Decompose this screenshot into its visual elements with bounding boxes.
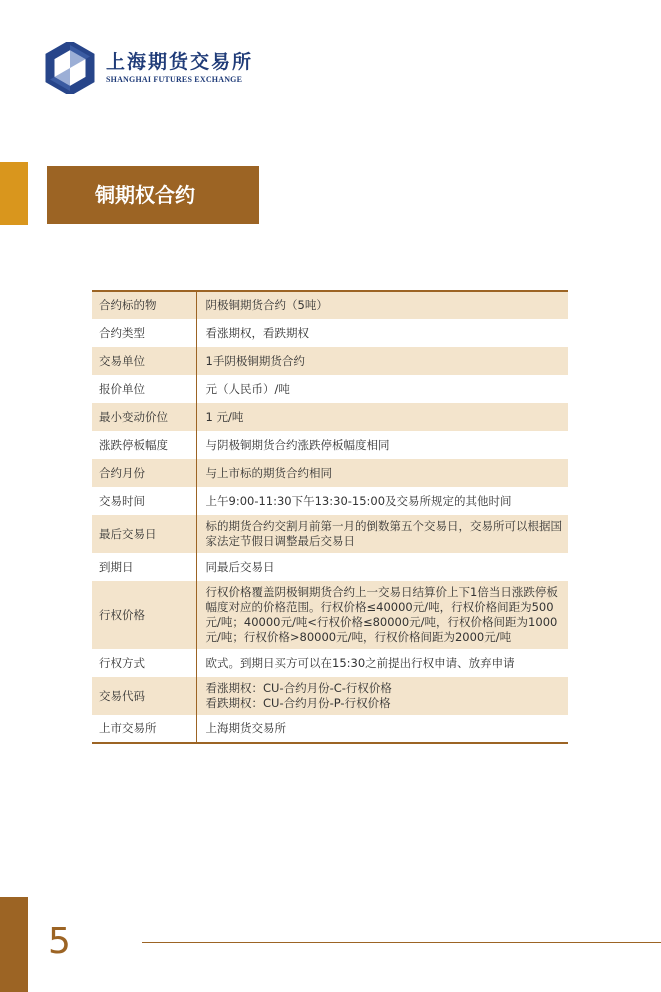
spec-label: 交易时间 — [92, 487, 196, 515]
spec-label: 交易单位 — [92, 347, 196, 375]
spec-value: 看涨期权，看跌期权 — [196, 319, 568, 347]
table-row — [92, 459, 568, 487]
footer-accent-tab — [0, 897, 28, 992]
spec-value: 与上市标的期货合约相同 — [196, 459, 568, 487]
spec-label: 合约类型 — [92, 319, 196, 347]
spec-label: 上市交易所 — [92, 715, 196, 743]
spec-value: 元（人民币）/吨 — [196, 375, 568, 403]
footer-divider — [142, 942, 661, 943]
spec-label: 合约标的物 — [92, 291, 196, 319]
logo-chinese-name: 上海期货交易所 — [106, 51, 254, 73]
table-row — [92, 403, 568, 431]
spec-value: 上海期货交易所 — [196, 715, 568, 743]
table-row — [92, 319, 568, 347]
spec-label: 最小变动价位 — [92, 403, 196, 431]
logo-english-name: SHANGHAI FUTURES EXCHANGE — [106, 75, 243, 84]
spec-value: 同最后交易日 — [196, 553, 568, 581]
spec-value: 标的期货合约交割月前第一月的倒数第五个交易日，交易所可以根据国家法定节假日调整最后交易日 — [196, 515, 568, 553]
table-row — [92, 347, 568, 375]
table-row — [92, 649, 568, 677]
spec-label: 涨跌停板幅度 — [92, 431, 196, 459]
spec-value-line: 看涨期权：CU-合约月份-C-行权价格 — [205, 681, 392, 695]
spec-value: 上午9:00-11:30下午13:30-15:00及交易所规定的其他时间 — [196, 487, 568, 515]
spec-label: 交易代码 — [92, 677, 196, 715]
spec-value: 1手阴极铜期货合约 — [196, 347, 568, 375]
table-row — [92, 581, 568, 649]
table-row — [92, 677, 568, 715]
spec-value: 行权价格覆盖阴极铜期货合约上一交易日结算价上下1倍当日涨跌停板幅度对应的价格范围。行权价格≤40000元/吨，行权价格间距为500元/吨；40000元/吨<行权价格≤80000元/吨，行权价格间距为1000元/吨；行权价格>80000元/吨，行权价格间距为2000元/吨 — [196, 581, 568, 649]
spec-value: 阴极铜期货合约（5吨） — [196, 291, 568, 319]
table-row — [92, 715, 568, 743]
left-accent-tab — [0, 162, 28, 225]
spec-value: 欧式。到期日买方可以在15:30之前提出行权申请、放弃申请 — [196, 649, 568, 677]
spec-value-line: 看跌期权：CU-合约月份-P-行权价格 — [205, 696, 391, 710]
spec-label: 最后交易日 — [92, 515, 196, 553]
page-number: 5 — [48, 921, 71, 962]
table-row — [92, 515, 568, 553]
spec-label: 行权方式 — [92, 649, 196, 677]
spec-label: 报价单位 — [92, 375, 196, 403]
hexagon-logo-icon — [44, 42, 96, 94]
spec-label: 合约月份 — [92, 459, 196, 487]
spec-value: 1 元/吨 — [196, 403, 568, 431]
exchange-logo — [44, 42, 254, 94]
table-row — [92, 375, 568, 403]
table-row — [92, 487, 568, 515]
table-row — [92, 553, 568, 581]
spec-value: 与阴极铜期货合约涨跌停板幅度相同 — [196, 431, 568, 459]
table-row — [92, 431, 568, 459]
table-row — [92, 291, 568, 319]
spec-label: 行权价格 — [92, 581, 196, 649]
spec-value — [196, 677, 568, 715]
contract-spec-table — [92, 290, 568, 744]
section-title: 铜期权合约 — [47, 166, 259, 224]
spec-label: 到期日 — [92, 553, 196, 581]
